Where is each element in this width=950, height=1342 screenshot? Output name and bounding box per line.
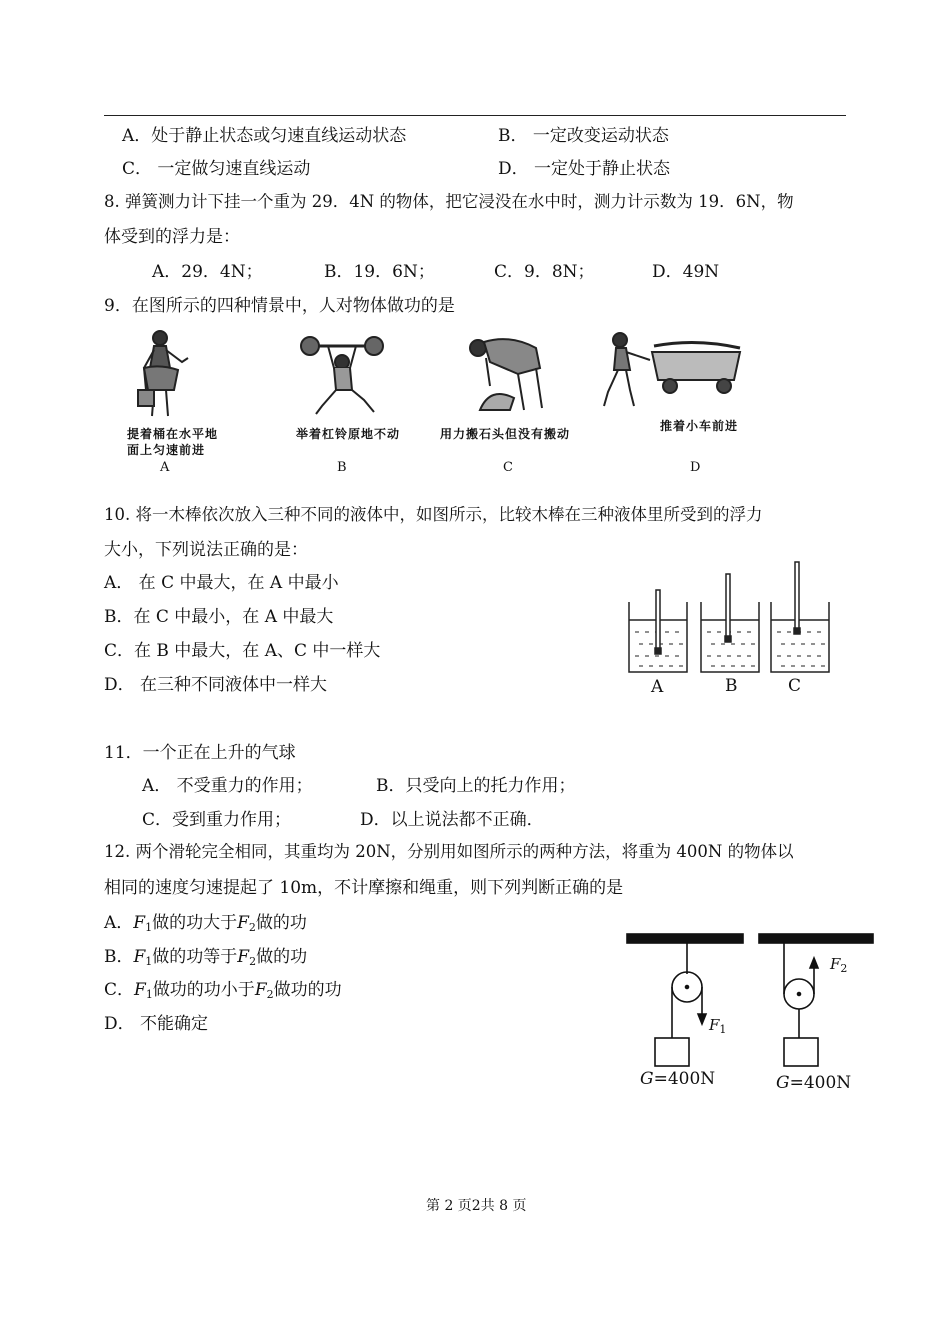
- q10-figure-label-b: B: [725, 676, 738, 696]
- q10-figure-label-a: A: [651, 677, 664, 697]
- q8-stem-line1: 8. 弹簧测力计下挂一个重为 29．4N 的物体，把它浸没在水中时，测力计示数为 19．6N，物: [104, 192, 794, 211]
- q12-stem-line2: 相同的速度匀速提起了 10m，不计摩擦和绳重，则下列判断正确的是: [104, 878, 624, 898]
- q9-caption-a-line2: 面上匀速前进: [127, 443, 206, 457]
- q8-option-c: C．9．8N；: [494, 262, 595, 282]
- q12-stem-line1: 12. 两个滑轮完全相同，其重均为 20N，分别用如图所示的两种方法，将重为 400N 的物体以: [104, 842, 794, 861]
- q12-option-d: D． 不能确定: [104, 1014, 209, 1034]
- q10-figure-label-c: C: [788, 676, 802, 696]
- q9-stem: 9．在图所示的四种情景中，人对物体做功的是: [104, 296, 455, 316]
- q9-figure-c: [460, 328, 550, 418]
- q11-stem: 11．一个正在上升的气球: [104, 743, 296, 763]
- q7-option-b: B． 一定改变运动状态: [498, 126, 669, 146]
- q11-option-c: C．受到重力作用；: [142, 810, 292, 830]
- q8-stem-line2: 体受到的浮力是：: [104, 227, 240, 247]
- q8-option-b: B．19．6N；: [324, 262, 435, 282]
- q9-caption-d: 推着小车前进: [660, 419, 739, 433]
- q9-caption-b: 举着杠铃原地不动: [296, 427, 401, 441]
- q9-label-d: D: [690, 460, 701, 475]
- q10-option-c: C．在 B 中最大，在 A、C 中一样大: [104, 641, 381, 661]
- q9-label-c: C: [503, 460, 513, 475]
- q11-option-b: B．只受向上的托力作用；: [376, 776, 576, 796]
- q10-option-a: A． 在 C 中最大，在 A 中最小: [104, 573, 339, 593]
- page-footer: 第 2 页2共 8 页: [426, 1198, 527, 1214]
- q10-stem-line2: 大小，下列说法正确的是：: [104, 540, 308, 560]
- q10-option-b: B．在 C 中最小，在 A 中最大: [104, 607, 334, 627]
- q7-option-a: A．处于静止状态或匀速直线运动状态: [122, 126, 407, 146]
- q11-option-a: A． 不受重力的作用；: [142, 776, 313, 796]
- q12-figure-weight-left: G=400N: [640, 1069, 716, 1089]
- q12-figure-weight-right: G=400N: [776, 1073, 852, 1093]
- q9-caption-c: 用力搬石头但没有搬动: [440, 427, 571, 441]
- q7-option-d: D． 一定处于静止状态: [498, 159, 671, 179]
- q10-stem-line1: 10. 将一木棒依次放入三种不同的液体中，如图所示，比较木棒在三种液体里所受到的浮力: [104, 505, 763, 524]
- q7-option-c: C． 一定做匀速直线运动: [122, 159, 311, 179]
- q9-label-b: B: [337, 460, 347, 475]
- q9-label-a: A: [160, 460, 170, 475]
- q10-figure-beakers: [625, 560, 835, 675]
- q12-option-a: A．$F_1$做的功大于$F_2$做的功: [104, 913, 307, 934]
- q9-figure-d: [600, 330, 750, 410]
- q9-figure-b: [298, 328, 388, 418]
- header-rule: [104, 115, 846, 116]
- q8-option-a: A．29．4N；: [152, 262, 263, 282]
- q10-option-d: D． 在三种不同液体中一样大: [104, 675, 328, 695]
- q12-option-b: B．$F_1$做的功等于$F_2$做的功: [104, 947, 308, 968]
- q11-option-d: D．以上说法都不正确．: [360, 810, 544, 830]
- q9-caption-a-line1: 提着桶在水平地: [127, 427, 219, 441]
- q12-figure-f1-label: $F_1$: [709, 1016, 727, 1036]
- q12-figure-pulleys: [625, 930, 875, 1070]
- q12-figure-f2-label: $F_2$: [830, 955, 848, 975]
- q8-option-d: D．49N: [652, 262, 720, 282]
- q9-figure-a: [130, 328, 230, 423]
- q12-option-c: C．$F_1$做功的功小于$F_2$做功的功: [104, 980, 342, 1001]
